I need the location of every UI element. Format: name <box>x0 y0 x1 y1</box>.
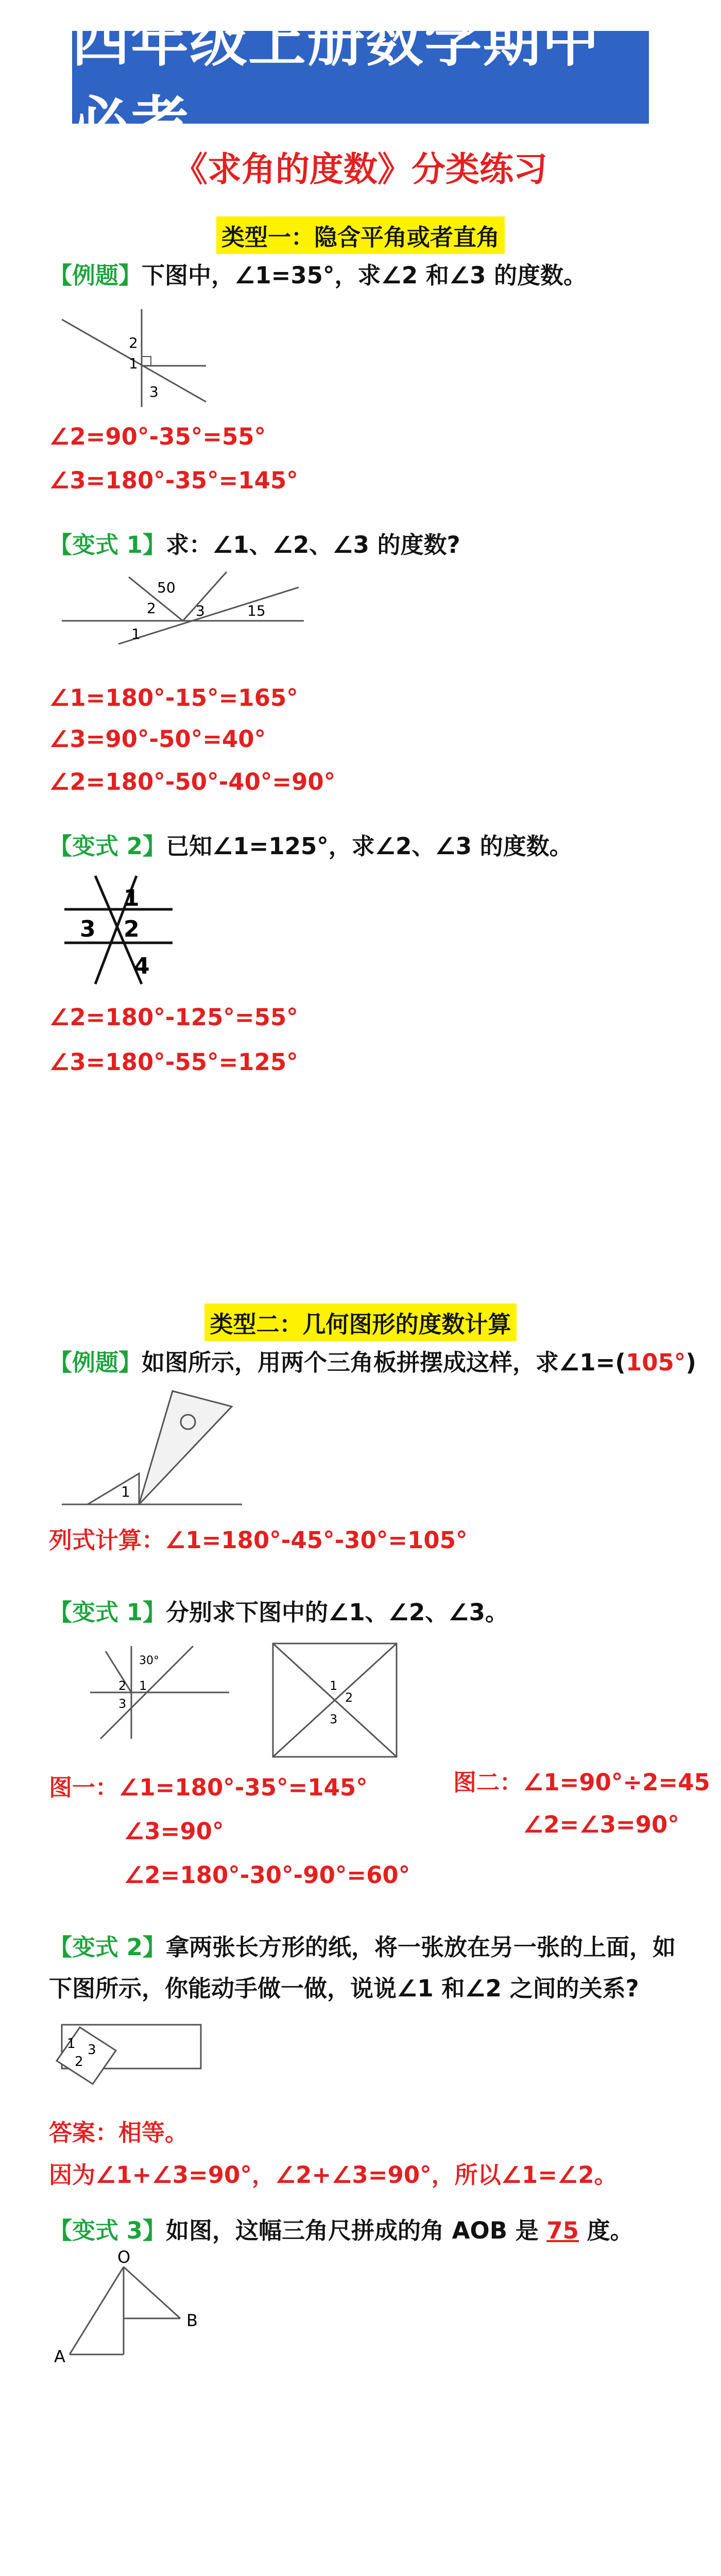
s2-v2-answer-1 <box>49 2117 188 2148</box>
s2-v2-answer-2: 因为∠1+∠3=90°，∠2+∠3=90°，所以∠1=∠2。 <box>49 2161 617 2189</box>
figure-line <box>124 2267 180 2318</box>
label-2: 2 <box>75 2054 83 2070</box>
label-1: 1 <box>121 1483 130 1500</box>
label-2: 2 <box>147 600 156 617</box>
section2-title: 类型二：几何图形的度数计算 <box>204 1303 516 1341</box>
s1-v1-text: 求：∠1、∠2、∠3 的度数? <box>165 531 460 558</box>
s1-example-answer-2: ∠3=180°-35°=145° <box>49 467 298 494</box>
label-2: 2 <box>118 1679 127 1693</box>
s2-fig2-answer-1 <box>453 1767 710 1798</box>
s2-v3-question <box>49 2215 688 2246</box>
label-3: 3 <box>80 916 96 942</box>
s2-fig2-answer-2: ∠2=∠3=90° <box>523 1811 679 1838</box>
label-15: 15 <box>247 602 266 619</box>
page-subtitle: 《求角的度数》分类练习 <box>174 149 547 189</box>
label-2: 2 <box>345 1690 353 1705</box>
page-title: 四年级上册数学期中必考 <box>72 7 600 157</box>
s1-v1-figure <box>57 567 309 665</box>
s2-example-text: 如图所示，用两个三角板拼摆成这样，求∠1=( <box>142 1349 626 1376</box>
s2-v2-text1: 拿两张长方形的纸，将一张放在另一张的上面，如 <box>165 1934 676 1961</box>
section1-heading <box>0 216 721 254</box>
s2-fig2-label: 图二： <box>453 1769 523 1796</box>
s2-fig1-label: 图一： <box>49 1774 119 1801</box>
label-3: 3 <box>330 1712 338 1726</box>
s1-v1-tag: 【变式 1】 <box>49 531 166 558</box>
section1-title: 类型一：隐含平角或者直角 <box>216 216 505 254</box>
s2-v3-answer: 75 <box>546 2217 579 2244</box>
s2-v1-tag: 【变式 1】 <box>49 1599 166 1626</box>
label-1: 1 <box>330 1679 338 1693</box>
s1-v2-text: 已知∠1=125°，求∠2、∠3 的度数。 <box>165 833 573 860</box>
figure-line <box>118 587 299 644</box>
s2-v3-unit: 度。 <box>587 2217 633 2244</box>
s1-v2-answer-2: ∠3=180°-55°=125° <box>49 1048 298 1076</box>
s1-v2-figure <box>59 871 178 989</box>
s2-example-question <box>49 1347 696 1378</box>
s2-v3-tag: 【变式 3】 <box>49 2217 166 2244</box>
s1-example-text: 下图中，∠1=35°，求∠2 和∠3 的度数。 <box>142 262 587 289</box>
s2-v2-answer-label: 答案： <box>49 2119 119 2146</box>
triangle-ruler-45 <box>88 1473 139 1504</box>
s2-v3-text: 如图，这幅三角尺拼成的角 AOB 是 <box>165 2217 539 2244</box>
s2-example-calc-label: 列式计算： <box>49 1527 165 1554</box>
s1-example-answer-1: ∠2=90°-35°=55° <box>49 423 266 450</box>
s2-v1-figure-1 <box>90 1641 234 1744</box>
label-1: 1 <box>67 2036 76 2052</box>
s1-example-figure <box>52 299 216 412</box>
s1-example-tag: 【例题】 <box>49 262 142 289</box>
s2-fig1-answer-value: ∠1=180°-35°=145° <box>118 1774 368 1801</box>
s2-v2-question-line2: 下图所示，你能动手做一做，说说∠1 和∠2 之间的关系? <box>49 1975 639 2002</box>
s2-example-close: ) <box>685 1349 696 1376</box>
s2-example-tag: 【例题】 <box>49 1349 142 1376</box>
label-b: B <box>186 2311 198 2330</box>
s1-v1-question <box>49 530 688 561</box>
label-o: O <box>117 2247 131 2267</box>
s2-v1-text: 分别求下图中的∠1、∠2、∠3。 <box>165 1599 508 1626</box>
s1-v2-answer-1: ∠2=180°-125°=55° <box>49 1004 298 1031</box>
label-30-degrees: 30° <box>139 1654 159 1667</box>
s1-v1-answer-1: ∠1=180°-15°=165° <box>49 684 298 711</box>
label-50: 50 <box>157 579 176 596</box>
s2-v2-tag: 【变式 2】 <box>49 1934 166 1961</box>
s2-fig1-answer-1 <box>49 1772 368 1803</box>
s2-fig1-answer-3: ∠2=180°-30°-90°=60° <box>124 1861 410 1889</box>
label-4: 4 <box>134 953 150 979</box>
section2-heading <box>0 1303 721 1341</box>
triangle-ruler-30 <box>139 1391 232 1504</box>
s1-v1-answer-2: ∠3=90°-50°=40° <box>49 725 266 753</box>
label-1: 1 <box>129 355 138 372</box>
s2-example-calc <box>49 1525 688 1556</box>
figure-line <box>70 2267 124 2354</box>
label-1: 1 <box>131 625 141 642</box>
label-1: 1 <box>124 885 140 911</box>
label-2: 2 <box>129 334 138 351</box>
s2-v2-figure <box>57 2017 211 2089</box>
s2-v1-figure-2 <box>263 1636 407 1765</box>
s2-example-figure <box>62 1386 247 1515</box>
label-3: 3 <box>88 2042 96 2058</box>
s1-v2-tag: 【变式 2】 <box>49 833 166 860</box>
s2-v1-question <box>49 1597 688 1628</box>
s2-v3-figure <box>52 2247 268 2370</box>
label-1: 1 <box>139 1679 147 1693</box>
s2-fig1-answer-2: ∠3=90° <box>124 1818 224 1845</box>
right-angle-mark <box>142 357 151 366</box>
rotated-paper <box>57 2027 116 2084</box>
label-a: A <box>54 2347 65 2366</box>
s1-v1-answer-3: ∠2=180°-50°-40°=90° <box>49 768 336 795</box>
label-3: 3 <box>118 1697 127 1711</box>
label-2: 2 <box>124 916 140 942</box>
s2-example-blank-answer: 105° <box>625 1349 686 1376</box>
s2-example-calc-value: ∠1=180°-45°-30°=105° <box>165 1527 468 1554</box>
label-3: 3 <box>149 383 159 400</box>
s1-v2-question <box>49 831 688 862</box>
title-banner <box>72 7 649 157</box>
s1-example-question <box>49 260 688 291</box>
s2-v2-question-line1 <box>49 1932 688 1963</box>
s2-v2-answer-value: 相等。 <box>118 2119 188 2146</box>
label-3: 3 <box>196 602 205 619</box>
s2-fig2-answer-value: ∠1=90°÷2=45 <box>523 1769 710 1796</box>
